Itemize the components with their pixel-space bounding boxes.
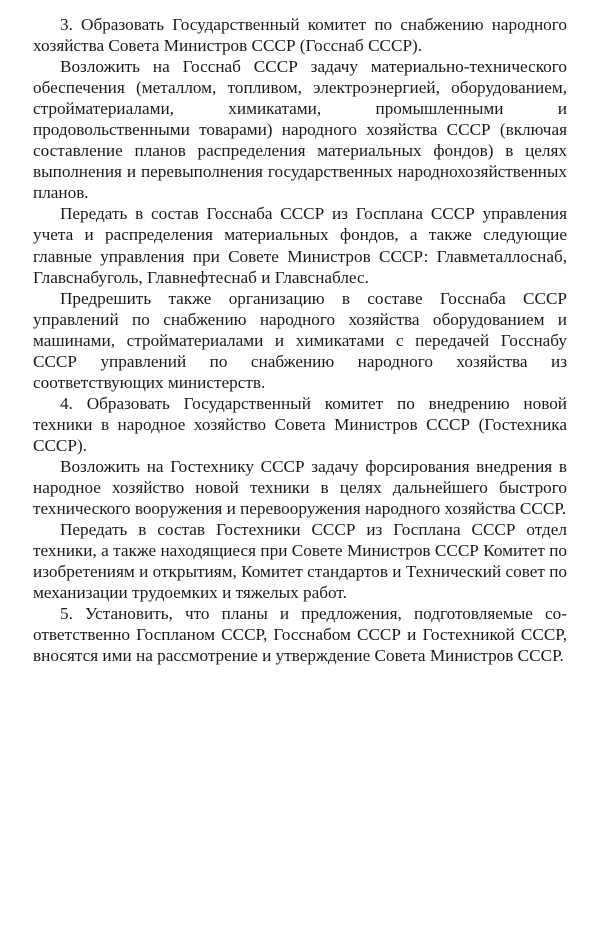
paragraph-gostekhnika-tasks: Возложить на Гостехнику СССР задачу форсирования внедрения в народное хозяйство новой техники в целях дальнейшего быстрого технического вооружения и перевооружения народного хозяйства СССР. (33, 456, 567, 519)
document-body (33, 14, 567, 666)
paragraph-gossnab-organization: Предрешить также организацию в составе Госснаба СССР управлений по снабжению народного хозяйства оборудованием и машинами, стройматериалами и химикатами с передачей Госснабу СССР управлений по снабжению народного хозяйства из соответствующих министерств. (33, 288, 567, 392)
paragraph-item-4-gostekhnika: 4. Образовать Государственный комитет по внедрению новой техники в народное хозяйство Совета Министров СССР (Гостехника СССР). (33, 393, 567, 455)
paragraph-gossnab-tasks: Возложить на Госснаб СССР задачу материально-технического обеспечения (металлом, топливом, электроэнергией, оборудованием, стройматериалами, химикатами, промышленными и продовольственными товарами) народного хозяйства СССР (включая составление планов распределения материальных фондов) в целях выполнения и перевыполнения государственных народнохозяйственных планов. (33, 57, 567, 203)
paragraph-gostekhnika-transfer: Передать в состав Гостехники СССР из Госплана СССР отдел техники, а также находящиеся при Совете Министров СССР Комитет по изобретениям и открытиям, Комитет стандартов и Технический совет по механизации трудоемких и тяжелых работ. (33, 520, 567, 603)
paragraph-item-3-gossnab: 3. Образовать Государственный комитет по снабжению народного хозяйства Совета Министров СССР (Госснаб СССР). (33, 15, 567, 56)
paragraph-item-5-plans: 5. Установить, что планы и предложения, подготовляемые соответственно Госпланом СССР, Госснабом СССР и Гостехникой СССР, вносятся ими на рассмотрение и утверждение Совета Министров СССР. (33, 604, 567, 666)
paragraph-gossnab-transfer: Передать в состав Госснаба СССР из Госплана СССР управления учета и распределения материальных фондов, а также следующие главные управления при Совете Министров СССР: Главметаллоснаб, Главснабуголь, Главнефтеснаб и Главснаблес. (33, 204, 567, 287)
